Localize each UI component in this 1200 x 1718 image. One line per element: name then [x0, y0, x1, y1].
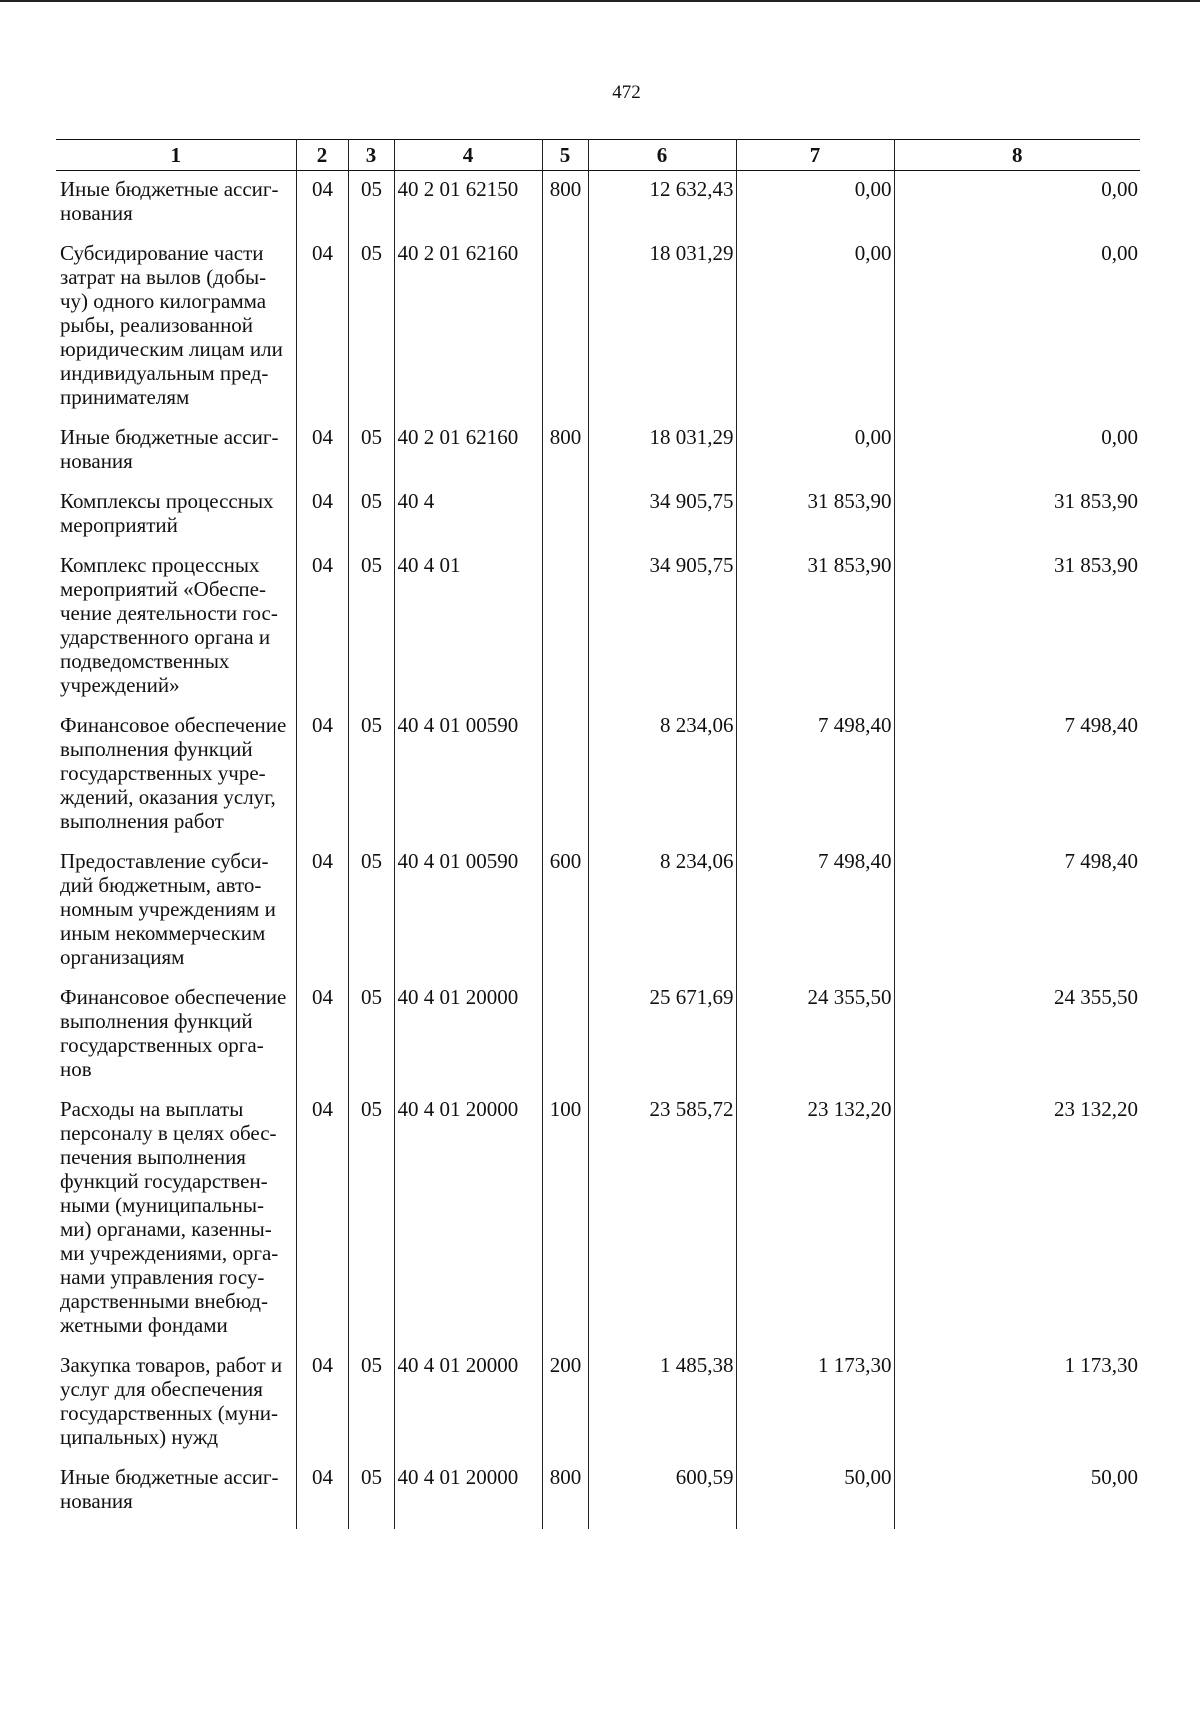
section-code: 04 — [296, 707, 348, 843]
table-row — [56, 547, 1140, 707]
expense-type-code — [542, 235, 588, 419]
subsection-code: 05 — [348, 1459, 394, 1529]
section-code: 04 — [296, 171, 348, 236]
amount-col-6: 23 585,72 — [588, 1091, 736, 1347]
section-code: 04 — [296, 979, 348, 1091]
target-article-code: 40 2 01 62160 — [394, 235, 542, 419]
section-code: 04 — [296, 483, 348, 547]
column-header-3: 3 — [348, 140, 394, 171]
subsection-code: 05 — [348, 235, 394, 419]
expense-name: Финансовое обеспечение выполнения функций государственных учре- ждений, оказания услуг, выполнения работ — [56, 707, 296, 843]
amount-col-7: 24 355,50 — [736, 979, 894, 1091]
amount-col-7: 0,00 — [736, 419, 894, 483]
target-article-code: 40 4 — [394, 483, 542, 547]
expense-type-code: 800 — [542, 171, 588, 236]
budget-table — [56, 139, 1140, 1529]
section-code: 04 — [296, 547, 348, 707]
page-number: 472 — [612, 82, 641, 103]
subsection-code: 05 — [348, 979, 394, 1091]
expense-name: Иные бюджетные ассиг- нования — [56, 171, 296, 236]
expense-name: Иные бюджетные ассиг- нования — [56, 1459, 296, 1529]
column-header-2: 2 — [296, 140, 348, 171]
section-code: 04 — [296, 1459, 348, 1529]
amount-col-8: 0,00 — [894, 419, 1140, 483]
column-header-4: 4 — [394, 140, 542, 171]
expense-name: Комплекс процессных мероприятий «Обеспе- чение деятельности гос- ударственного органа и подведомственных учреждений» — [56, 547, 296, 707]
amount-col-8: 31 853,90 — [894, 547, 1140, 707]
amount-col-8: 23 132,20 — [894, 1091, 1140, 1347]
amount-col-6: 18 031,29 — [588, 419, 736, 483]
subsection-code: 05 — [348, 1347, 394, 1459]
amount-col-7: 50,00 — [736, 1459, 894, 1529]
amount-col-7: 23 132,20 — [736, 1091, 894, 1347]
expense-name: Закупка товаров, работ и услуг для обеспечения государственных (муни- ципальных) нужд — [56, 1347, 296, 1459]
expense-name: Расходы на выплаты персоналу в целях обес- печения выполнения функций государствен- ными (муниципальны- ми) органами, казенны- ми учреждениями, орга- нами управления госу- дарственными внебюд- жетными фондами — [56, 1091, 296, 1347]
table-row — [56, 1091, 1140, 1347]
target-article-code: 40 2 01 62150 — [394, 171, 542, 236]
amount-col-8: 24 355,50 — [894, 979, 1140, 1091]
column-header-6: 6 — [588, 140, 736, 171]
amount-col-7: 0,00 — [736, 235, 894, 419]
top-rule — [0, 0, 1200, 2]
table-row — [56, 1459, 1140, 1529]
subsection-code: 05 — [348, 1091, 394, 1347]
expense-type-code: 200 — [542, 1347, 588, 1459]
table-row — [56, 979, 1140, 1091]
subsection-code: 05 — [348, 843, 394, 979]
amount-col-6: 12 632,43 — [588, 171, 736, 236]
expense-type-code — [542, 979, 588, 1091]
amount-col-6: 34 905,75 — [588, 547, 736, 707]
amount-col-6: 600,59 — [588, 1459, 736, 1529]
table-row — [56, 707, 1140, 843]
section-code: 04 — [296, 1091, 348, 1347]
amount-col-6: 34 905,75 — [588, 483, 736, 547]
header-row — [56, 140, 1140, 171]
amount-col-8: 31 853,90 — [894, 483, 1140, 547]
amount-col-7: 7 498,40 — [736, 843, 894, 979]
target-article-code: 40 4 01 20000 — [394, 1347, 542, 1459]
column-header-8: 8 — [894, 140, 1140, 171]
section-code: 04 — [296, 235, 348, 419]
amount-col-6: 8 234,06 — [588, 843, 736, 979]
expense-name: Предоставление субси- дий бюджетным, авто- номным учреждениям и иным некоммерческим организациям — [56, 843, 296, 979]
amount-col-6: 8 234,06 — [588, 707, 736, 843]
amount-col-6: 1 485,38 — [588, 1347, 736, 1459]
table-row — [56, 171, 1140, 236]
amount-col-7: 1 173,30 — [736, 1347, 894, 1459]
table-row — [56, 483, 1140, 547]
target-article-code: 40 4 01 00590 — [394, 843, 542, 979]
amount-col-6: 25 671,69 — [588, 979, 736, 1091]
expense-name: Комплексы процессных мероприятий — [56, 483, 296, 547]
section-code: 04 — [296, 1347, 348, 1459]
table-row — [56, 419, 1140, 483]
column-header-1: 1 — [56, 140, 296, 171]
section-code: 04 — [296, 843, 348, 979]
subsection-code: 05 — [348, 171, 394, 236]
subsection-code: 05 — [348, 547, 394, 707]
expense-name: Финансовое обеспечение выполнения функций государственных орга- нов — [56, 979, 296, 1091]
table-row — [56, 235, 1140, 419]
target-article-code: 40 4 01 20000 — [394, 979, 542, 1091]
expense-type-code: 600 — [542, 843, 588, 979]
expense-type-code: 100 — [542, 1091, 588, 1347]
amount-col-8: 1 173,30 — [894, 1347, 1140, 1459]
section-code: 04 — [296, 419, 348, 483]
amount-col-8: 0,00 — [894, 171, 1140, 236]
target-article-code: 40 4 01 00590 — [394, 707, 542, 843]
expense-type-code: 800 — [542, 419, 588, 483]
subsection-code: 05 — [348, 483, 394, 547]
expense-type-code — [542, 483, 588, 547]
amount-col-7: 31 853,90 — [736, 547, 894, 707]
amount-col-8: 50,00 — [894, 1459, 1140, 1529]
expense-type-code — [542, 547, 588, 707]
target-article-code: 40 2 01 62160 — [394, 419, 542, 483]
subsection-code: 05 — [348, 419, 394, 483]
subsection-code: 05 — [348, 707, 394, 843]
amount-col-7: 0,00 — [736, 171, 894, 236]
amount-col-7: 7 498,40 — [736, 707, 894, 843]
target-article-code: 40 4 01 — [394, 547, 542, 707]
table-row — [56, 1347, 1140, 1459]
expense-type-code — [542, 707, 588, 843]
column-header-5: 5 — [542, 140, 588, 171]
amount-col-8: 7 498,40 — [894, 707, 1140, 843]
table-row — [56, 843, 1140, 979]
expense-name: Иные бюджетные ассиг- нования — [56, 419, 296, 483]
expense-type-code: 800 — [542, 1459, 588, 1529]
amount-col-6: 18 031,29 — [588, 235, 736, 419]
amount-col-8: 7 498,40 — [894, 843, 1140, 979]
column-header-7: 7 — [736, 140, 894, 171]
target-article-code: 40 4 01 20000 — [394, 1459, 542, 1529]
expense-name: Субсидирование части затрат на вылов (добы- чу) одного килограмма рыбы, реализованной юридическим лицам или индивидуальным пред- принимателям — [56, 235, 296, 419]
amount-col-8: 0,00 — [894, 235, 1140, 419]
target-article-code: 40 4 01 20000 — [394, 1091, 542, 1347]
amount-col-7: 31 853,90 — [736, 483, 894, 547]
